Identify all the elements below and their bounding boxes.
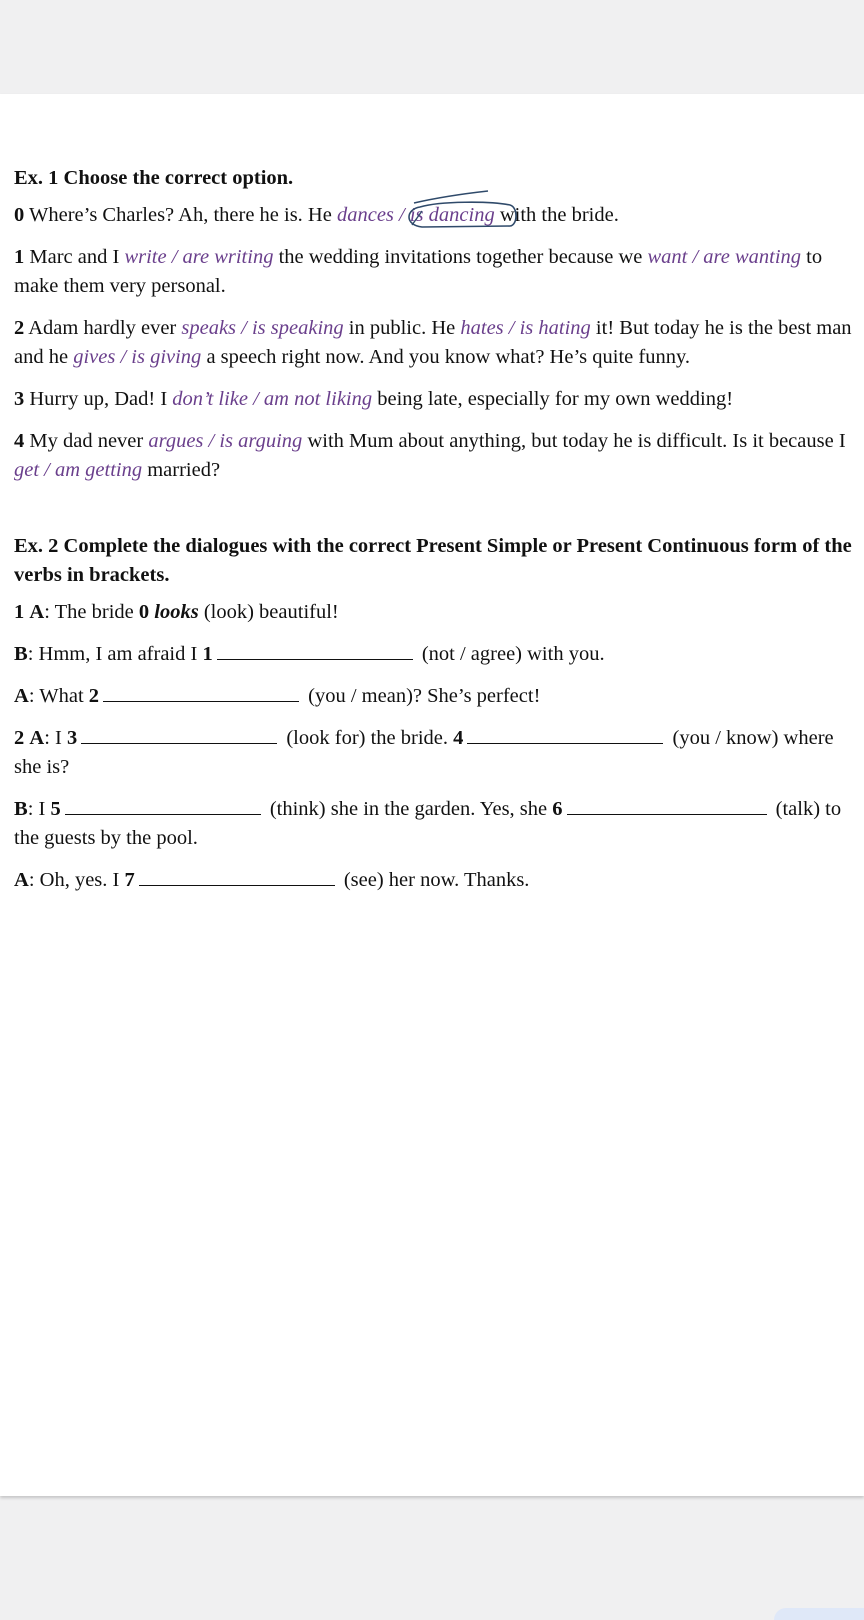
- answer-blank-7[interactable]: [139, 867, 335, 886]
- item-text: with Mum about anything, but today he is difficult. Is it because I: [302, 430, 846, 452]
- item-text: Hurry up, Dad! I: [24, 388, 173, 410]
- option-slash: /: [393, 204, 410, 226]
- verb-hint: (think) she in the garden. Yes, she: [269, 798, 553, 820]
- item-text: Marc and I: [24, 246, 125, 268]
- item-number: 2: [14, 727, 25, 749]
- item-text: My dad never: [24, 430, 149, 452]
- answer-blank-2[interactable]: [103, 683, 299, 702]
- line-text: : What: [28, 685, 89, 707]
- item-text: a speech right now. And you know what? He’s quite funny.: [201, 346, 690, 368]
- speaker: B: [14, 798, 28, 820]
- line-text: : Oh, yes. I: [28, 869, 125, 891]
- speaker: A: [29, 727, 45, 749]
- example-answer: looks: [154, 601, 199, 623]
- ex2-line-5: [14, 795, 854, 853]
- blank-number: 3: [66, 727, 78, 749]
- item-text: to make them very personal.: [14, 246, 823, 297]
- option-pair[interactable]: speaks / is speaking: [181, 317, 344, 339]
- blank-number: 6: [552, 798, 563, 820]
- item-number: 0: [14, 204, 25, 226]
- option-a[interactable]: dances: [336, 204, 394, 226]
- ex1-item-3: [14, 385, 854, 414]
- item-text: married?: [142, 459, 221, 481]
- verb-hint: (not / agree) with you.: [421, 643, 605, 665]
- answer-blank-6[interactable]: [567, 796, 767, 815]
- item-text: being late, especially for my own wedding!: [372, 388, 734, 410]
- line-text: : Hmm, I am afraid I: [27, 643, 203, 665]
- item-text: in public. He: [343, 317, 461, 339]
- ex2-line-3: [14, 682, 854, 711]
- worksheet-content: [14, 164, 854, 908]
- speaker: B: [14, 643, 28, 665]
- line-text: : I: [44, 727, 67, 749]
- ex2-heading: Ex. 2 Complete the dialogues with the correct Present Simple or Present Continuous form of the verbs in brackets.: [14, 535, 852, 586]
- ex2-line-1: [14, 598, 854, 627]
- ex2-line-4: [14, 724, 854, 782]
- option-pair[interactable]: argues / is arguing: [148, 430, 303, 452]
- blank-number: 1: [202, 643, 213, 665]
- option-pair[interactable]: write / are writing: [124, 246, 274, 268]
- ex1-heading: Ex. 1 Choose the correct option.: [14, 167, 294, 189]
- line-text: : I: [27, 798, 51, 820]
- circled-option[interactable]: [410, 201, 495, 230]
- blank-number: 7: [124, 869, 135, 891]
- ex1-item-4: [14, 427, 854, 485]
- verb-hint: (you / mean)? She’s perfect!: [308, 685, 541, 707]
- option-pair[interactable]: don’t like / am not liking: [172, 388, 373, 410]
- verb-hint: (talk) to the guests by the pool.: [14, 798, 842, 849]
- option-pair[interactable]: gives / is giving: [73, 346, 202, 368]
- worksheet-page: [0, 94, 864, 1496]
- answer-blank-4[interactable]: [467, 725, 663, 744]
- item-text: it! But today he is the best man and he: [14, 317, 852, 368]
- item-number: 3: [14, 388, 25, 410]
- ex1-item-1: [14, 243, 854, 301]
- blank-number: 5: [50, 798, 61, 820]
- item-text: the wedding invitations together because we: [273, 246, 648, 268]
- item-number: 1: [14, 246, 25, 268]
- option-pair[interactable]: want / are wanting: [647, 246, 802, 268]
- ex2-line-6: [14, 866, 854, 895]
- section-spacer: [14, 498, 854, 532]
- item-text: with the bride.: [494, 204, 619, 226]
- item-number: 2: [14, 317, 25, 339]
- answer-blank-1[interactable]: [217, 641, 413, 660]
- ex2-line-2: [14, 640, 854, 669]
- verb-hint: (you / know) where she is?: [14, 727, 834, 778]
- verb-hint: (look for) the bride.: [286, 727, 454, 749]
- answer-blank-5[interactable]: [65, 796, 261, 815]
- line-text: : The bride: [44, 601, 139, 623]
- ex1-item-2: [14, 314, 854, 372]
- option-pair[interactable]: hates / is hating: [460, 317, 591, 339]
- item-text: Where’s Charles? Ah, there he is. He: [24, 204, 337, 226]
- line-text: (look) beautiful!: [198, 601, 339, 623]
- speaker: A: [14, 869, 29, 891]
- speaker: A: [14, 685, 29, 707]
- corner-decoration: [774, 1608, 864, 1620]
- answer-blank-3[interactable]: [81, 725, 277, 744]
- ex1-item-0: [14, 201, 854, 230]
- item-text: Adam hardly ever: [24, 317, 182, 339]
- option-pair[interactable]: get / am getting: [14, 459, 143, 481]
- blank-number: 0: [138, 601, 150, 623]
- item-number: 4: [14, 430, 25, 452]
- option-b[interactable]: is dancing: [409, 204, 495, 226]
- blank-number: 2: [88, 685, 100, 707]
- speaker: A: [29, 601, 45, 623]
- item-number: 1: [14, 601, 25, 623]
- blank-number: 4: [453, 727, 464, 749]
- verb-hint: (see) her now. Thanks.: [343, 869, 530, 891]
